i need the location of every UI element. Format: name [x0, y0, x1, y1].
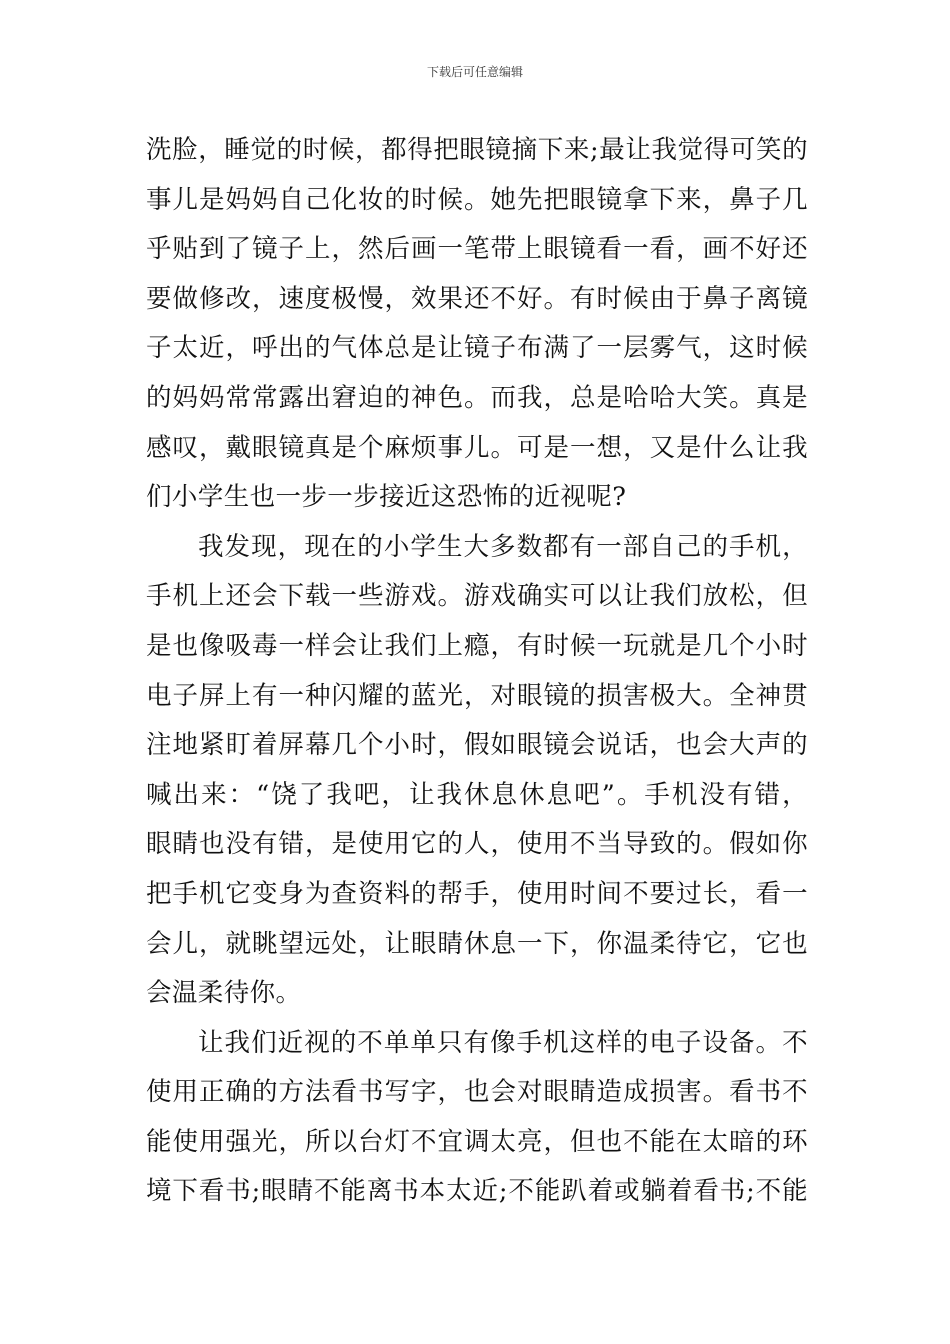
text-line: 会温柔待你。: [146, 978, 302, 1009]
text-line: 会儿，就眺望远处，让眼睛休息一下，你温柔待它，它也: [146, 928, 808, 959]
text-line: 电子屏上有一种闪耀的蓝光，对眼镜的损害极大。全神贯: [146, 680, 808, 711]
text-line: 使用正确的方法看书写字，也会对眼睛造成损害。看书不: [146, 1077, 808, 1108]
text-line: 我发现，现在的小学生大多数都有一部自己的手机，: [198, 531, 808, 562]
text-line: 喊出来：“饶了我吧，让我休息休息吧”。手机没有错，: [146, 779, 808, 810]
text-line: 把手机它变身为查资料的帮手，使用时间不要过长，看一: [146, 878, 808, 909]
text-line: 要做修改，速度极慢，效果还不好。有时候由于鼻子离镜: [146, 283, 808, 314]
text-line: 注地紧盯着屏幕几个小时，假如眼镜会说话，也会大声的: [146, 730, 808, 761]
text-line: 让我们近视的不单单只有像手机这样的电子设备。不: [198, 1027, 808, 1058]
text-line: 境下看书;眼睛不能离书本太近;不能趴着或躺着看书;不能: [146, 1176, 808, 1207]
text-line: 乎贴到了镜子上，然后画一笔带上眼镜看一看，画不好还: [146, 234, 808, 265]
text-line: 能使用强光，所以台灯不宜调太亮，但也不能在太暗的环: [146, 1126, 808, 1157]
text-line: 感叹，戴眼镜真是个麻烦事儿。可是一想，又是什么让我: [146, 432, 808, 463]
text-line: 眼睛也没有错，是使用它的人，使用不当导致的。假如你: [146, 829, 808, 860]
text-line: 的妈妈常常露出窘迫的神色。而我，总是哈哈大笑。真是: [146, 382, 808, 413]
text-line: 是也像吸毒一样会让我们上瘾，有时候一玩就是几个小时: [146, 630, 808, 661]
text-line: 子太近，呼出的气体总是让镜子布满了一层雾气，这时候: [146, 333, 808, 364]
body-text: [146, 126, 808, 1217]
text-line: 手机上还会下载一些游戏。游戏确实可以让我们放松，但: [146, 581, 808, 612]
text-line: 事儿是妈妈自己化妆的时候。她先把眼镜拿下来，鼻子几: [146, 184, 808, 215]
page-header: 下载后可任意编辑: [426, 65, 523, 79]
text-line: 洗脸，睡觉的时候，都得把眼镜摘下来;最让我觉得可笑的: [146, 135, 808, 165]
text-line: 们小学生也一步一步接近这恐怖的近视呢?: [146, 482, 627, 513]
